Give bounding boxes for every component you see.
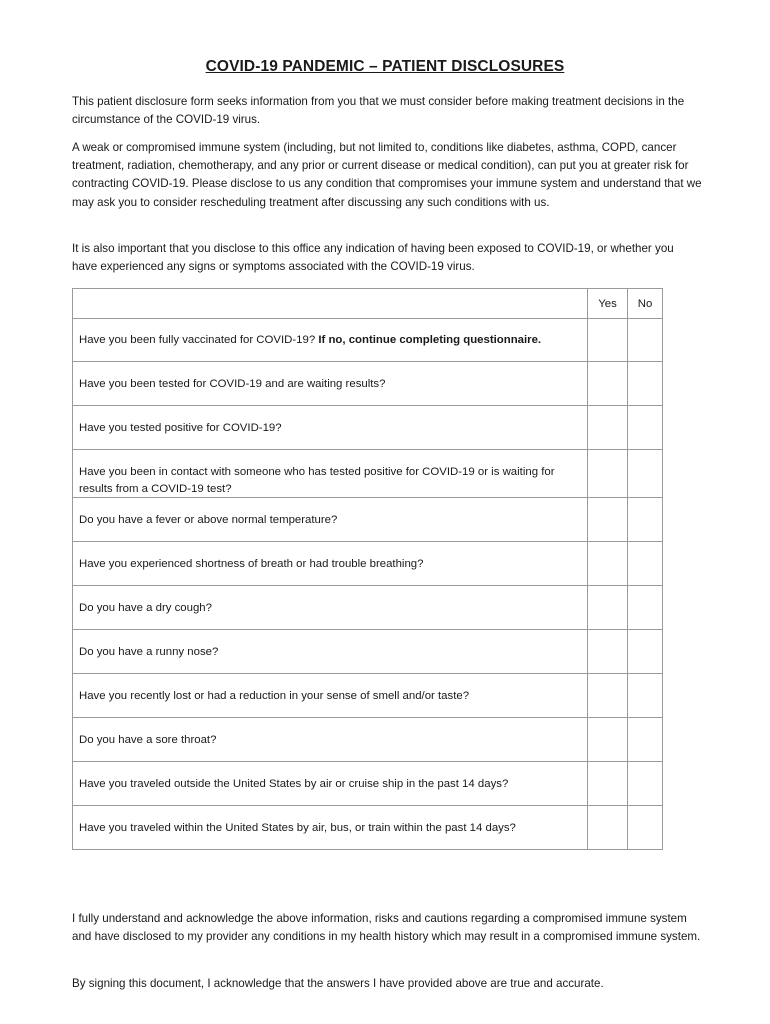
question-row [73, 630, 663, 674]
no-answer-box[interactable] [628, 806, 663, 850]
question-text-cell [73, 450, 588, 498]
question-row [73, 406, 663, 450]
yes-answer-box[interactable] [588, 762, 628, 806]
no-answer-box[interactable] [628, 674, 663, 718]
question-row [73, 362, 663, 406]
question-row [73, 542, 663, 586]
question-row [73, 806, 663, 850]
question-text: Do you have a runny nose? [79, 646, 219, 658]
yes-answer-box[interactable] [588, 586, 628, 630]
no-answer-box[interactable] [628, 630, 663, 674]
intro-paragraph-3: It is also important that you disclose to this office any indication of having been exposed to COVID-19, or whether you have experienced any signs or symptoms associated with the COVID-19 virus. [72, 242, 674, 274]
table-header-row [73, 289, 663, 319]
yes-answer-box[interactable] [588, 498, 628, 542]
question-text: Have you been fully vaccinated for COVID-19? [79, 334, 316, 346]
question-text-cell [73, 586, 588, 630]
no-column-header: No [628, 289, 663, 319]
question-text-cell [73, 806, 588, 850]
question-text-cell [73, 630, 588, 674]
question-text: Do you have a sore throat? [79, 734, 217, 746]
question-text: Do you have a fever or above normal temperature? [79, 514, 338, 526]
yes-answer-box[interactable] [588, 806, 628, 850]
question-row [73, 319, 663, 362]
yes-answer-box[interactable] [588, 542, 628, 586]
question-text: Do you have a dry cough? [79, 602, 212, 614]
yes-answer-box[interactable] [588, 718, 628, 762]
question-text: Have you tested positive for COVID-19? [79, 422, 282, 434]
questions-body [73, 319, 663, 850]
intro-paragraph-2: A weak or compromised immune system (including, but not limited to, conditions like diabetes, asthma, COPD, cancer treatment, radiation, chemotherapy, and any prior or current disease or medical condition), can put you at greater risk for contracting COVID-19. Please disclose to us any condition that compromises your immune system and understand that we may ask you to consider rescheduling treatment after discussing any such conditions with us. [72, 141, 702, 209]
question-row [73, 498, 663, 542]
question-column-header [73, 289, 588, 319]
question-text-cell [73, 542, 588, 586]
question-text: Have you been in contact with someone who has tested positive for COVID-19 or is waiting for results from a COVID-19 test? [79, 466, 555, 495]
question-text: Have you been tested for COVID-19 and are waiting results? [79, 378, 386, 390]
no-answer-box[interactable] [628, 362, 663, 406]
no-answer-box[interactable] [628, 542, 663, 586]
question-text-cell [73, 762, 588, 806]
question-text-cell [73, 718, 588, 762]
yes-answer-box[interactable] [588, 630, 628, 674]
acknowledgement-paragraph-1: I fully understand and acknowledge the above information, risks and cautions regarding a compromised immune system and have disclosed to my provider any conditions in my health history which may result in a compromised immune system. [72, 912, 701, 944]
question-text-cell [73, 498, 588, 542]
yes-answer-box[interactable] [588, 674, 628, 718]
no-answer-box[interactable] [628, 586, 663, 630]
questionnaire-table [72, 288, 663, 850]
no-answer-box[interactable] [628, 319, 663, 362]
question-row [73, 718, 663, 762]
no-answer-box[interactable] [628, 718, 663, 762]
acknowledgement-paragraph-2: By signing this document, I acknowledge that the answers I have provided above are true and accurate. [72, 977, 604, 990]
question-row [73, 674, 663, 718]
page-title: COVID-19 PANDEMIC – PATIENT DISCLOSURES [205, 58, 565, 75]
no-answer-box[interactable] [628, 450, 663, 498]
intro-paragraph-1: This patient disclosure form seeks information from you that we must consider before making treatment decisions in the circumstance of the COVID-19 virus. [72, 95, 685, 127]
no-answer-box[interactable] [628, 406, 663, 450]
question-text: Have you traveled within the United States by air, bus, or train within the past 14 days? [79, 822, 516, 834]
question-row [73, 586, 663, 630]
question-text: Have you traveled outside the United States by air or cruise ship in the past 14 days? [79, 778, 509, 790]
question-row [73, 762, 663, 806]
question-text-cell [73, 406, 588, 450]
question-text-cell [73, 319, 588, 362]
question-text: Have you experienced shortness of breath or had trouble breathing? [79, 558, 424, 570]
yes-answer-box[interactable] [588, 319, 628, 362]
no-answer-box[interactable] [628, 762, 663, 806]
question-text: Have you recently lost or had a reduction in your sense of smell and/or taste? [79, 690, 470, 702]
yes-column-header: Yes [588, 289, 628, 319]
yes-answer-box[interactable] [588, 406, 628, 450]
yes-answer-box[interactable] [588, 450, 628, 498]
question-row [73, 450, 663, 498]
question-text-cell [73, 674, 588, 718]
question-text-cell [73, 362, 588, 406]
question-note: If no, continue completing questionnaire. [318, 334, 542, 346]
no-answer-box[interactable] [628, 498, 663, 542]
yes-answer-box[interactable] [588, 362, 628, 406]
